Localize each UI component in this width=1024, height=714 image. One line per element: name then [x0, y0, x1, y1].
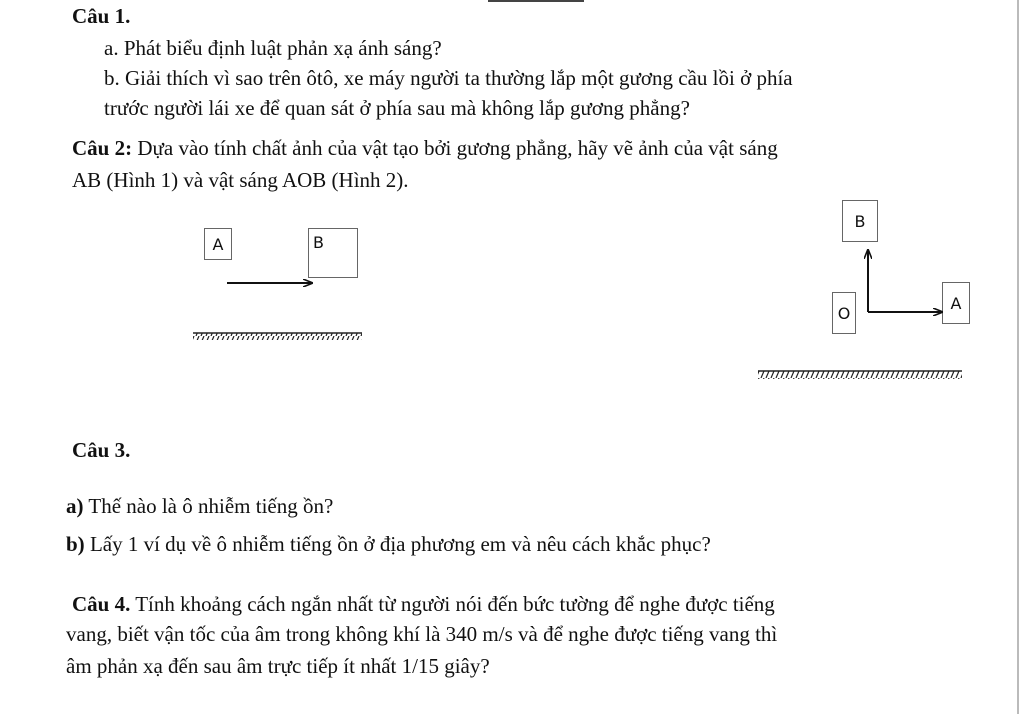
- q2-text: Dựa vào tính chất ảnh của vật tạo bởi gương phẳng, hãy vẽ ảnh của vật sáng: [132, 136, 778, 160]
- q2-line2: AB (Hình 1) và vật sáng AOB (Hình 2).: [72, 168, 409, 192]
- q3-part-a: [66, 496, 333, 517]
- fig2-point-b-label: B: [842, 200, 878, 242]
- fig1-point-b-label: B: [308, 228, 358, 278]
- q1-part-a: a. Phát biểu định luật phản xạ ánh sáng?: [104, 36, 442, 60]
- fig2-point-a-label: A: [942, 282, 970, 324]
- q4-label: Câu 4.: [72, 592, 131, 616]
- q4-line3: âm phản xạ đến sau âm trực tiếp ít nhất 1/15 giây?: [66, 654, 490, 678]
- fig2-point-o-label: O: [832, 292, 856, 334]
- q1-title: Câu 1.: [72, 4, 131, 28]
- q3-a-text: Thế nào là ô nhiễm tiếng ồn?: [83, 494, 334, 518]
- q4-line2: vang, biết vận tốc của âm trong không khí là 340 m/s và để nghe được tiếng vang thì: [66, 622, 778, 646]
- fig2-mirror-hatching: [758, 371, 962, 379]
- q3-b-label: b): [66, 532, 85, 556]
- q2-label: Câu 2:: [72, 136, 133, 160]
- q4-line1: [72, 594, 775, 615]
- q1-part-b-line1: b. Giải thích vì sao trên ôtô, xe máy người ta thường lắp một gương cầu lồi ở phía: [104, 66, 793, 90]
- q3-b-text: Lấy 1 ví dụ về ô nhiễm tiếng ồn ở địa phương em và nêu cách khắc phục?: [84, 532, 711, 556]
- q3-a-label: a): [66, 494, 84, 518]
- q3-title: Câu 3.: [72, 438, 131, 462]
- q3-part-b: [66, 534, 711, 555]
- fig1-mirror-hatching: [193, 333, 362, 340]
- q4-text: Tính khoảng cách ngắn nhất từ người nói đến bức tường để nghe được tiếng: [130, 592, 775, 616]
- q1-part-b-line2: trước người lái xe để quan sát ở phía sau mà không lắp gương phẳng?: [104, 96, 690, 120]
- fig1-point-a-label: A: [204, 228, 232, 260]
